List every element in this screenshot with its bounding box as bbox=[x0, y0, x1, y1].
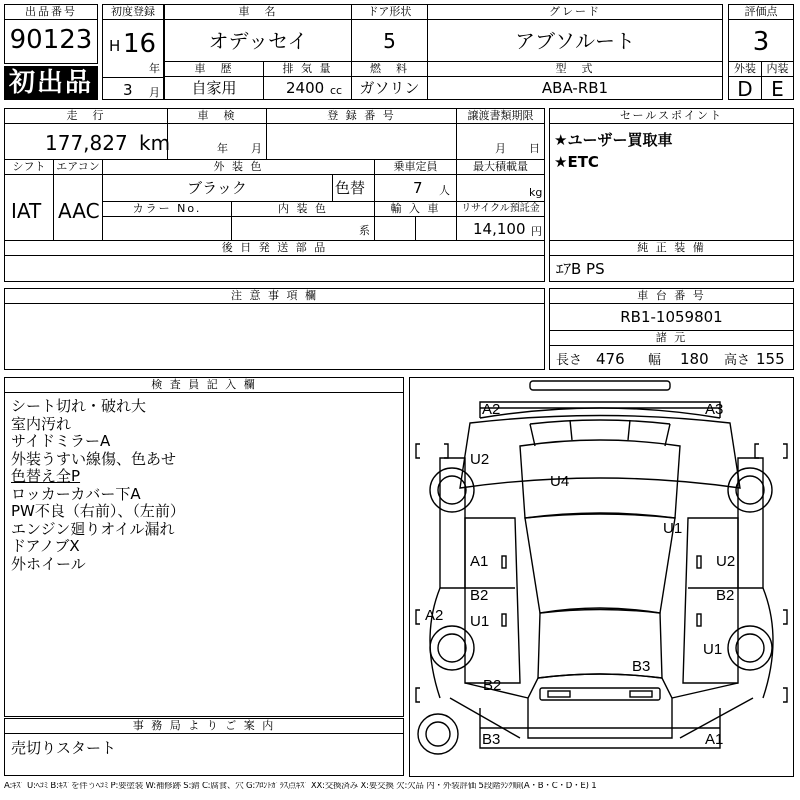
transfer-day-unit: 日 bbox=[529, 142, 540, 155]
mark-left-rear-quarter: B2 bbox=[483, 677, 502, 694]
inspector-note: 室内汚れ bbox=[11, 414, 72, 433]
mark-roof: B3 bbox=[632, 658, 651, 675]
mark-door-right-front: U2 bbox=[716, 553, 736, 570]
mark-door-left-rear-u: U1 bbox=[470, 613, 490, 630]
inspector-note: 色替え全P bbox=[11, 467, 81, 485]
score: 3 bbox=[752, 27, 770, 57]
reg-year: 16 bbox=[123, 29, 157, 59]
inspector-note: PW不良（右前）、（左前） bbox=[11, 502, 185, 520]
inspector-note: ロッカーカバー下A bbox=[11, 484, 141, 503]
car-diagram-cell bbox=[409, 377, 794, 777]
mark-rear-bumper-right: A1 bbox=[705, 731, 724, 748]
interior-grade-cell bbox=[761, 61, 794, 100]
displacement-unit: cc bbox=[330, 84, 343, 97]
capacity-unit: 人 bbox=[439, 184, 450, 197]
mileage-unit: km bbox=[139, 131, 171, 155]
reg-year-unit: 年 bbox=[149, 62, 160, 75]
grade: アブソルート bbox=[515, 29, 635, 53]
mark-fender-right: U1 bbox=[663, 520, 683, 537]
inspection-label: 車 検 bbox=[167, 108, 267, 124]
inspector-note: 外ホイール bbox=[11, 554, 86, 573]
inspector-note: サイドミラーA bbox=[11, 432, 111, 450]
displacement: 2400 bbox=[286, 79, 325, 97]
inspector-cell bbox=[4, 377, 404, 717]
color-label: 外 装 色 bbox=[102, 159, 375, 175]
history: 自家用 bbox=[191, 79, 237, 97]
chassis-cell bbox=[549, 288, 794, 370]
mileage-label: 走 行 bbox=[4, 108, 168, 124]
grade-cell bbox=[427, 4, 723, 62]
displacement-cell bbox=[263, 61, 352, 100]
inspector-note: ドアノブX bbox=[11, 537, 80, 555]
car-name: オデッセイ bbox=[208, 29, 308, 53]
lot-number-label: 出品番号 bbox=[4, 4, 98, 20]
mileage: 177,827 bbox=[45, 131, 128, 155]
interior-color-label: 内 装 色 bbox=[231, 201, 375, 217]
sales-point-item: ★ユーザー買取車 bbox=[554, 131, 673, 149]
chassis-label: 車 台 番 号 bbox=[549, 288, 794, 304]
capacity-label: 乗車定員 bbox=[374, 159, 457, 175]
inspector-note: エンジン廻りオイル漏れ bbox=[11, 519, 175, 538]
load-label: 最大積載量 bbox=[456, 159, 545, 175]
interior-label: 内装 bbox=[761, 61, 794, 77]
load-unit: kg bbox=[529, 186, 543, 199]
model-label: 型 式 bbox=[427, 61, 723, 77]
recycle-unit: 円 bbox=[531, 225, 542, 238]
car-diagram bbox=[410, 378, 793, 776]
height-label: 高さ bbox=[724, 353, 751, 368]
doors: 5 bbox=[383, 29, 396, 53]
recycle: 14,100 bbox=[473, 220, 526, 238]
model: ABA-RB1 bbox=[541, 79, 609, 97]
mark-door-left-front: A1 bbox=[470, 553, 489, 570]
sales-point-item: ★ETC bbox=[554, 153, 599, 171]
reg-month: 3 bbox=[123, 81, 133, 99]
mark-door-right-rear: B2 bbox=[716, 587, 735, 604]
width-label: 幅 bbox=[648, 353, 662, 368]
aircon: AAC bbox=[58, 199, 100, 223]
fuel-label: 燃 料 bbox=[351, 61, 428, 77]
score-cell bbox=[728, 4, 794, 62]
capacity: 7 bbox=[413, 179, 423, 197]
mark-front-left: A2 bbox=[482, 401, 501, 418]
length-label: 長さ bbox=[556, 353, 583, 368]
inspector-note: シート切れ・破れ大 bbox=[11, 397, 147, 415]
genuine-equipment: ｴｱB PS bbox=[556, 260, 605, 278]
office-cell bbox=[4, 718, 404, 776]
height: 155 bbox=[756, 350, 785, 368]
fuel: ガソリン bbox=[359, 79, 420, 97]
width: 180 bbox=[680, 350, 709, 368]
color-no-label: カラー No. bbox=[102, 201, 232, 217]
mark-fender-left: U2 bbox=[470, 451, 490, 468]
vehicle-info-table bbox=[4, 108, 545, 241]
sales-points-label: セールスポイント bbox=[549, 108, 794, 124]
exterior-grade: D bbox=[737, 77, 753, 101]
shift-label: シフト bbox=[4, 159, 54, 175]
exterior-label: 外装 bbox=[728, 61, 762, 77]
later-parts-label: 後 日 発 送 部 品 bbox=[4, 240, 545, 256]
color: ブラック bbox=[187, 179, 247, 197]
lot-number: 90123 bbox=[9, 25, 93, 55]
mark-hood: U4 bbox=[550, 473, 570, 490]
inspection-year-unit: 年 bbox=[217, 142, 228, 155]
grade-label: グレード bbox=[427, 4, 723, 20]
notes-label: 注 意 事 項 欄 bbox=[4, 288, 545, 304]
score-label: 評価点 bbox=[728, 4, 794, 20]
history-label: 車 歴 bbox=[164, 61, 264, 77]
mark-front-right: A3 bbox=[705, 401, 724, 418]
shift: IAT bbox=[11, 199, 42, 223]
first-registration-cell bbox=[102, 4, 164, 100]
transfer-month-unit: 月 bbox=[495, 142, 506, 155]
inspector-label: 検 査 員 記 入 欄 bbox=[4, 377, 404, 393]
exterior-grade-cell bbox=[728, 61, 762, 100]
car-name-label: 車 名 bbox=[164, 4, 352, 20]
length: 476 bbox=[596, 350, 625, 368]
import-label: 輸 入 車 bbox=[374, 201, 457, 217]
fuel-cell bbox=[351, 61, 428, 100]
reg-month-unit: 月 bbox=[149, 86, 160, 99]
plate-label: 登 録 番 号 bbox=[266, 108, 457, 124]
history-cell bbox=[164, 61, 264, 100]
interior-color-unit: 系 bbox=[359, 224, 370, 237]
lot-number-cell bbox=[4, 4, 98, 64]
door-label: ドア形状 bbox=[351, 4, 428, 20]
legend: A:ｷｽﾞ U:ﾍｺﾐ B:ｷｽﾞを伴うﾍｺﾐ P:要塗装 W:補修跡 S:錆 C:腐食、穴 G:ﾌﾛﾝﾄｶﾞﾗｽ点ｷｽﾞ XX:交換済み X:要交換 欠:欠品 内・外装評価 5段階ﾗﾝｸ順(A・B・C・D・E) 1 bbox=[4, 782, 597, 791]
interior-grade: E bbox=[771, 77, 784, 101]
color-change: 色替 bbox=[335, 179, 366, 197]
mark-left-side: A2 bbox=[425, 607, 444, 624]
era: H bbox=[109, 37, 121, 55]
mark-rear-bumper-left: B3 bbox=[482, 731, 501, 748]
transfer-label: 譲渡書類期限 bbox=[456, 108, 545, 124]
later-parts-cell bbox=[4, 240, 545, 282]
dims-label: 諸 元 bbox=[549, 330, 794, 346]
chassis-number: RB1-1059801 bbox=[620, 308, 723, 326]
inspector-note: 外装うすい線傷、色あせ bbox=[11, 449, 177, 468]
office-message: 売切りスタート bbox=[11, 739, 117, 757]
door-cell bbox=[351, 4, 428, 62]
first-reg-label: 初度登録 bbox=[102, 4, 164, 20]
first-listing-badge: 初出品 bbox=[4, 66, 98, 100]
aircon-label: エアコン bbox=[53, 159, 103, 175]
genuine-equipment-cell bbox=[549, 240, 794, 282]
office-label: 事 務 局 よ り ご 案 内 bbox=[4, 718, 404, 734]
mark-door-left-rear-b: B2 bbox=[470, 587, 489, 604]
model-cell bbox=[427, 61, 723, 100]
recycle-label: リサイクル預託金 bbox=[456, 201, 545, 217]
sales-points-cell bbox=[549, 108, 794, 241]
mark-right-rear-quarter: U1 bbox=[703, 641, 723, 658]
notes-cell bbox=[4, 288, 545, 370]
displacement-label: 排 気 量 bbox=[263, 61, 352, 77]
inspection-month-unit: 月 bbox=[251, 142, 262, 155]
genuine-equipment-label: 純 正 装 備 bbox=[549, 240, 794, 256]
car-name-cell bbox=[164, 4, 352, 62]
